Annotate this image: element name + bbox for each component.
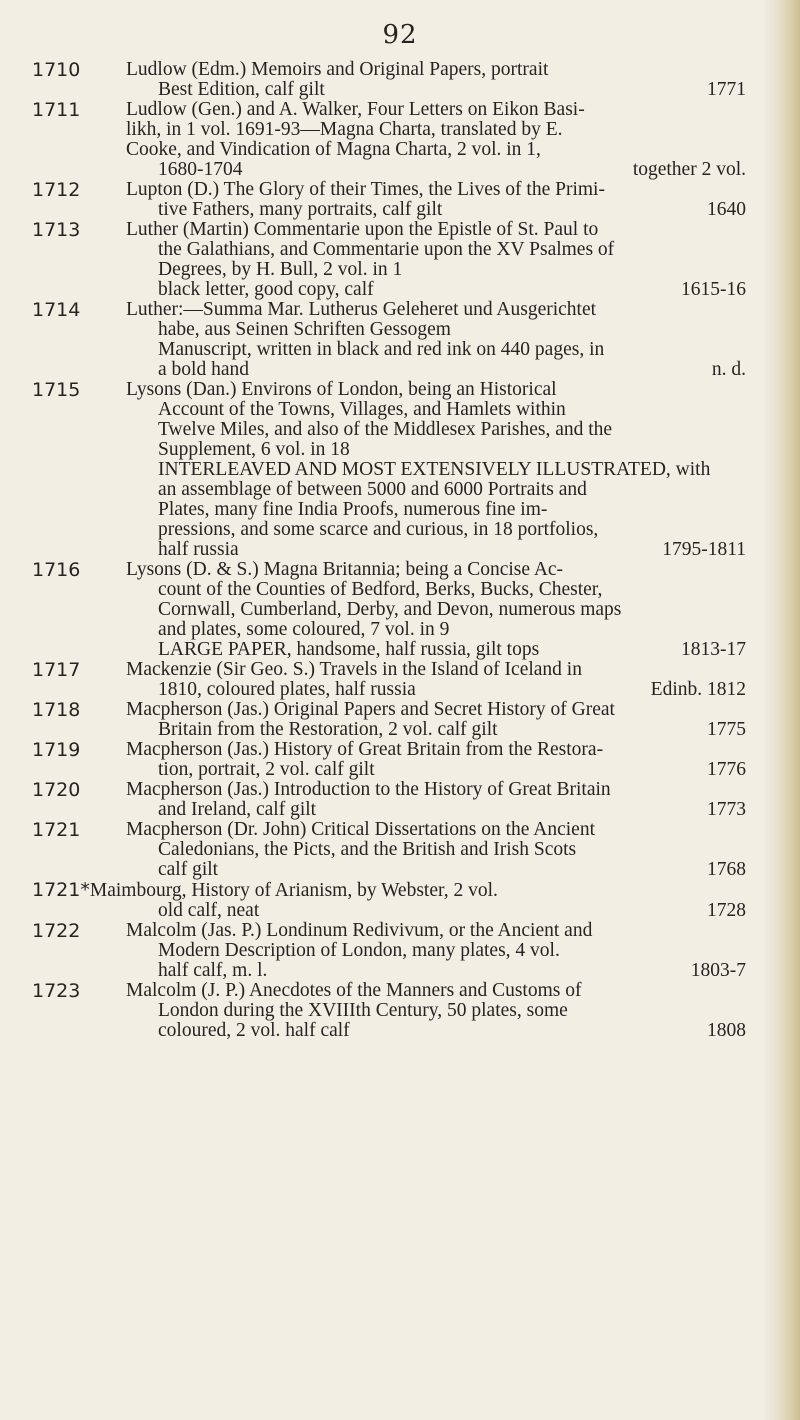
entry-text: Supplement, 6 vol. in 18 (158, 439, 350, 460)
entry-line (126, 860, 746, 880)
entry-line (126, 380, 746, 400)
entry-date: 1775 (707, 719, 746, 740)
entry-text: Malcolm (Jas. P.) Londinum Redivivum, or the Ancient and (126, 920, 593, 941)
entry-text: Lysons (Dan.) Environs of London, being an Historical (126, 379, 557, 400)
entry-text: coloured, 2 vol. half calf (158, 1020, 350, 1041)
entry-text: Maimbourg, History of Arianism, by Webster, 2 vol. (89, 880, 498, 901)
catalogue-entry (32, 180, 746, 220)
entry-text: Lupton (D.) The Glory of their Times, the Lives of the Primi- (126, 179, 605, 200)
entry-text: LARGE PAPER, handsome, half russia, gilt tops (158, 639, 540, 660)
entry-date: n. d. (711, 359, 746, 380)
entry-text: Best Edition, calf gilt (158, 79, 325, 100)
entry-line (126, 320, 746, 340)
entry-line (126, 680, 746, 700)
entry-line (126, 480, 746, 500)
entry-text: Caledonians, the Picts, and the British and Irish Scots (158, 839, 577, 860)
catalogue-entry (32, 380, 746, 560)
entry-line (126, 160, 746, 180)
entry-line (126, 640, 746, 660)
entry-line (126, 961, 746, 981)
entry-text: Cooke, and Vindication of Magna Charta, 2 vol. in 1, (126, 139, 541, 160)
entry-line (126, 220, 746, 240)
entry-text: and plates, some coloured, 7 vol. in 9 (158, 619, 450, 640)
entry-line (126, 500, 746, 520)
entry-date: 1771 (707, 79, 746, 100)
entry-line (126, 921, 746, 941)
lot-number: 1717 (32, 659, 81, 681)
entry-text: Lysons (D. & S.) Magna Britannia; being a Concise Ac- (126, 559, 564, 580)
entry-line (126, 420, 746, 440)
entry-line (126, 1001, 746, 1021)
lot-number: 1722 (32, 920, 81, 942)
catalogue-entry (32, 981, 746, 1041)
entry-text: Luther:—Summa Mar. Lutherus Geleheret und Ausgerichtet (126, 299, 597, 320)
lot-number: 1711 (32, 99, 81, 121)
lot-number: 1713 (32, 219, 81, 241)
entry-line (126, 180, 746, 200)
catalogue-entry (32, 300, 746, 380)
entry-line (126, 100, 746, 120)
entry-line (32, 880, 746, 901)
entry-line (126, 560, 746, 580)
entry-line (126, 340, 746, 360)
lot-number: 1719 (32, 739, 81, 761)
catalogue-entry (32, 220, 746, 300)
entry-line (126, 520, 746, 540)
entry-text: Luther (Martin) Commentarie upon the Epistle of St. Paul to (126, 219, 599, 240)
lot-number: 1715 (32, 379, 81, 401)
entry-text: Ludlow (Gen.) and A. Walker, Four Letters on Eikon Basi- (126, 99, 585, 120)
entry-line (126, 760, 746, 780)
lot-number: 1712 (32, 179, 81, 201)
entry-line (126, 440, 746, 460)
entry-line (126, 720, 746, 740)
entry-line (126, 941, 746, 961)
entry-date: 1776 (707, 759, 746, 780)
entry-line (126, 600, 746, 620)
entry-text: an assemblage of between 5000 and 6000 Portraits and (158, 479, 587, 500)
entry-text: Macpherson (Jas.) Original Papers and Secret History of Great (126, 699, 615, 720)
entry-line (126, 300, 746, 320)
entry-line (126, 981, 746, 1001)
entry-line (126, 200, 746, 220)
entry-line (126, 280, 746, 300)
entry-text: calf gilt (158, 859, 219, 880)
entry-line (126, 700, 746, 720)
entry-line (32, 901, 746, 921)
lot-number: 1714 (32, 299, 81, 321)
lot-number: 1721 (32, 819, 81, 841)
lot-number: 1723 (32, 980, 81, 1002)
entry-line (126, 80, 746, 100)
catalogue-entry (32, 60, 746, 100)
entry-text: 1680-1704 (158, 159, 243, 180)
entry-text: Britain from the Restoration, 2 vol. calf gilt (158, 719, 498, 740)
entry-line (126, 660, 746, 680)
entry-text: Macpherson (Jas.) Introduction to the History of Great Britain (126, 779, 611, 800)
entry-line (126, 780, 746, 800)
entry-line (126, 1021, 746, 1041)
page-number: 92 (382, 20, 418, 50)
entry-date: 1728 (707, 900, 746, 921)
entry-line (126, 260, 746, 280)
entry-line (126, 620, 746, 640)
entry-text: Malcolm (J. P.) Anecdotes of the Manners and Customs of (126, 980, 582, 1001)
entry-text: Mackenzie (Sir Geo. S.) Travels in the Island of Iceland in (126, 659, 582, 680)
entry-text: Ludlow (Edm.) Memoirs and Original Papers, portrait (126, 59, 549, 80)
entry-text: a bold hand (158, 359, 249, 380)
entry-text: half russia (158, 539, 239, 560)
entry-date: 1795-1811 (662, 539, 746, 560)
catalogue-list (32, 60, 746, 1041)
lot-number: 1716 (32, 559, 81, 581)
entry-line (126, 820, 746, 840)
entry-line (126, 140, 746, 160)
entry-text: Degrees, by H. Bull, 2 vol. in 1 (158, 259, 403, 280)
entry-line (126, 540, 746, 560)
catalogue-entry (32, 780, 746, 820)
entry-text: half calf, m. l. (158, 960, 268, 981)
entry-date: 1768 (707, 859, 746, 880)
catalogue-entry (32, 880, 746, 921)
entry-text: black letter, good copy, calf (158, 279, 374, 300)
lot-number: 1710 (32, 59, 81, 81)
entry-text: Modern Description of London, many plates, 4 vol. (158, 940, 560, 961)
entry-date: together 2 vol. (632, 159, 746, 180)
entry-text: likh, in 1 vol. 1691-93—Magna Charta, translated by E. (126, 119, 563, 140)
entry-date: 1803-7 (690, 960, 746, 981)
entry-line (126, 840, 746, 860)
entry-line (126, 740, 746, 760)
entry-text: and Ireland, calf gilt (158, 799, 317, 820)
entry-line (126, 60, 746, 80)
entry-text: Twelve Miles, and also of the Middlesex Parishes, and the (158, 419, 613, 440)
catalogue-entry (32, 700, 746, 740)
entry-line (126, 580, 746, 600)
entry-date: 1615-16 (681, 279, 746, 300)
catalogue-entry (32, 740, 746, 780)
entry-line (126, 460, 746, 480)
entry-text: London during the XVIIIth Century, 50 plates, some (158, 1000, 568, 1021)
lot-number: 1718 (32, 699, 81, 721)
catalogue-entry (32, 100, 746, 180)
entry-date: 1773 (707, 799, 746, 820)
entry-text: tion, portrait, 2 vol. calf gilt (158, 759, 375, 780)
catalogue-entry (32, 820, 746, 880)
entry-date: 1808 (707, 1020, 746, 1041)
entry-text: Cornwall, Cumberland, Derby, and Devon, numerous maps (158, 599, 622, 620)
entry-line (126, 800, 746, 820)
entry-line (126, 240, 746, 260)
lot-number: 1720 (32, 779, 81, 801)
entry-text: 1810, coloured plates, half russia (158, 679, 416, 700)
catalogue-entry (32, 921, 746, 981)
entry-text: Plates, many fine India Proofs, numerous fine im- (158, 499, 548, 520)
entry-line (126, 120, 746, 140)
entry-text: Manuscript, written in black and red ink on 440 pages, in (158, 339, 605, 360)
entry-text: Macpherson (Jas.) History of Great Britain from the Restora- (126, 739, 604, 760)
entry-text: tive Fathers, many portraits, calf gilt (158, 199, 443, 220)
entry-text: the Galathians, and Commentarie upon the XV Psalmes of (158, 239, 615, 260)
catalogue-entry (32, 560, 746, 660)
entry-line (126, 400, 746, 420)
entry-date: 1640 (707, 199, 746, 220)
entry-text: count of the Counties of Bedford, Berks, Bucks, Chester, (158, 579, 603, 600)
entry-text: INTERLEAVED AND MOST EXTENSIVELY ILLUSTRATED, with (158, 459, 711, 480)
entry-text: Macpherson (Dr. John) Critical Dissertations on the Ancient (126, 819, 595, 840)
entry-line (126, 360, 746, 380)
entry-date: 1813-17 (681, 639, 746, 660)
entry-text: habe, aus Seinen Schriften Gessogem (158, 319, 451, 340)
entry-text: pressions, and some scarce and curious, in 18 portfolios, (158, 519, 599, 540)
lot-number: 1721* (32, 879, 90, 901)
entry-text: old calf, neat (158, 900, 260, 921)
catalogue-entry (32, 660, 746, 700)
entry-date: Edinb. 1812 (650, 679, 746, 700)
entry-text: Account of the Towns, Villages, and Hamlets within (158, 399, 566, 420)
page-edge-shading (764, 0, 800, 1420)
